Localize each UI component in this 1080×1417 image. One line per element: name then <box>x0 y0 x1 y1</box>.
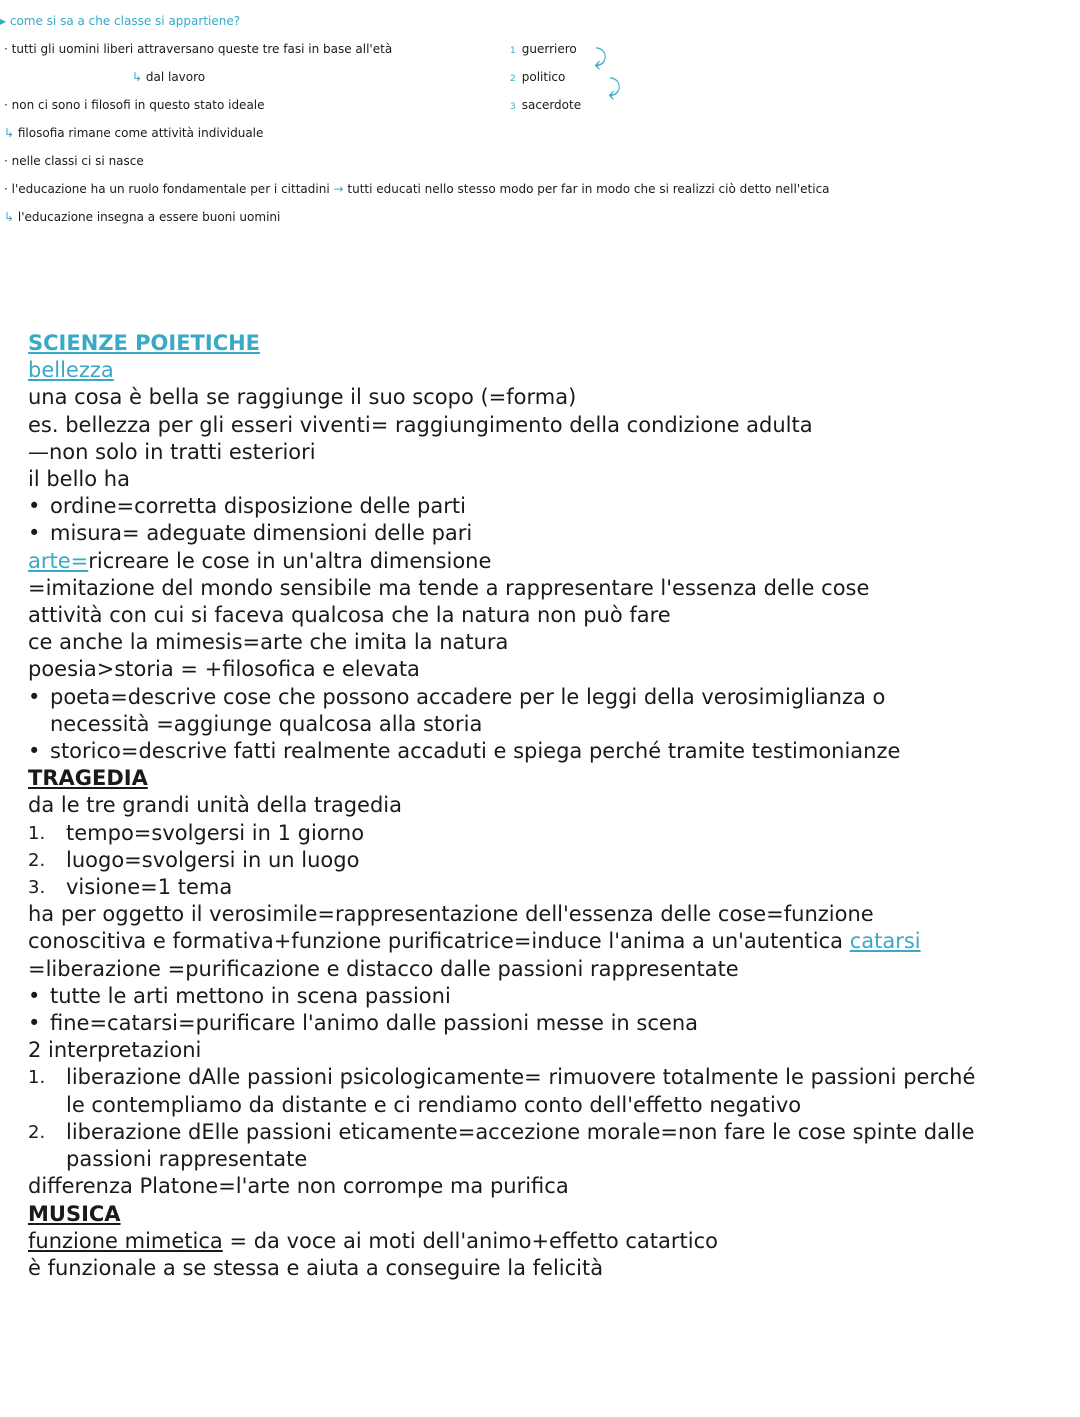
item-text: liberazione dAlle passioni psicologicamente= rimuovere totalmente le passioni perché <box>66 1065 976 1090</box>
text-line: conoscitiva e formativa+funzione purificatrice=induce l'anima a un'autentica <box>28 929 850 954</box>
note-line-6 <box>4 210 280 224</box>
bullet-item: • fine=catarsi=purificare l'animo dalle passioni messe in scena <box>28 1010 1058 1037</box>
return-arrow-icon: ↳ <box>132 70 146 84</box>
bullet-item: • misura= adeguate dimensioni delle pari <box>28 520 1058 547</box>
notes-body <box>28 330 1058 1282</box>
question-text: come si sa a che classe si appartiene? <box>9 14 241 28</box>
catarsi-link[interactable]: catarsi <box>849 929 921 954</box>
arte-label: arte= <box>28 548 89 573</box>
text-line: attività con cui si faceva qualcosa che la natura non può fare <box>28 603 671 628</box>
stage-item <box>510 98 581 112</box>
item-text: tempo=svolgersi in 1 giorno <box>66 820 365 845</box>
text-line: es. bellezza per gli esseri viventi= raggiungimento della condizione adulta <box>28 412 813 437</box>
item-text: luogo=svolgersi in un luogo <box>66 847 360 872</box>
text-line: differenza Platone=l'arte non corrompe ma purifica <box>28 1174 569 1199</box>
stage-item <box>510 42 577 56</box>
text-line: una cosa è bella se raggiunge il suo scopo (=forma) <box>28 385 577 410</box>
item-number: 1. <box>28 1067 46 1089</box>
note-line-3 <box>4 126 263 140</box>
section-heading-poietiche: SCIENZE POIETICHE <box>28 331 261 355</box>
note-text: tutti gli uomini liberi attraversano queste tre fasi in base all'età <box>11 42 393 56</box>
text-line: ce anche la mimesis=arte che imita la natura <box>28 630 509 655</box>
note-text: l'educazione insegna a essere buoni uomini <box>17 210 281 224</box>
note-text: tutti educati nello stesso modo per far in modo che si realizzi ciò detto nell'etica <box>347 182 830 196</box>
curved-arrow-icon: ⤸ <box>594 46 608 71</box>
text-line: =liberazione =purificazione e distacco dalle passioni rappresentate <box>28 956 739 981</box>
note-text: l'educazione ha un ruolo fondamentale per i cittadini <box>11 182 330 196</box>
numbered-item <box>28 1119 1058 1146</box>
funzione-mimetica-label: funzione mimetica <box>28 1228 223 1253</box>
bullet-item: • poeta=descrive cose che possono accadere per le leggi della verosimiglianza o <box>28 684 1058 711</box>
question-line <box>0 14 240 28</box>
stage-number: 3 <box>510 102 516 112</box>
note-text: dal lavoro <box>145 70 206 84</box>
stage-number: 2 <box>510 74 516 84</box>
stage-label: politico <box>521 70 566 84</box>
return-arrow-icon: ↳ <box>4 210 18 224</box>
subheading-bellezza: bellezza <box>28 358 114 383</box>
text-line: ha per oggetto il verosimile=rappresentazione dell'essenza delle cose=funzione <box>28 902 874 927</box>
bullet-item: • storico=descrive fatti realmente accaduti e spiega perché tramite testimonianze <box>28 738 1058 765</box>
section-heading-musica: MUSICA <box>28 1201 121 1226</box>
note-text: non ci sono i filosofi in questo stato ideale <box>11 98 265 112</box>
stage-label: sacerdote <box>521 98 582 112</box>
item-number: 1. <box>28 822 46 844</box>
text-line: il bello ha <box>28 467 130 492</box>
text-line: 2 interpretazioni <box>28 1038 202 1063</box>
numbered-item <box>28 847 1058 874</box>
note-text: nelle classi ci si nasce <box>11 154 144 168</box>
note-line-4: · nelle classi ci si nasce <box>4 154 144 168</box>
section-heading-tragedia: TRAGEDIA <box>28 766 148 791</box>
numbered-item <box>28 820 1058 847</box>
bullet-item: • tutte le arti mettono in scena passioni <box>28 983 1058 1010</box>
note-text: filosofia rimane come attività individuale <box>17 126 264 140</box>
item-text: visione=1 tema <box>66 875 233 900</box>
text-line: —non solo in tratti esteriori <box>28 439 316 464</box>
numbered-item <box>28 1064 1058 1091</box>
stage-item <box>510 70 565 84</box>
item-continuation: passioni rappresentate <box>66 1147 308 1172</box>
text-line: = da voce ai moti dell'animo+effetto catartico <box>222 1228 718 1253</box>
text-line: =imitazione del mondo sensibile ma tende a rappresentare l'essenza delle cose <box>28 575 870 600</box>
play-arrow-icon: ▸ <box>0 14 10 28</box>
return-arrow-icon: ↳ <box>4 126 18 140</box>
curved-arrow-icon: ⤸ <box>608 76 622 101</box>
numbered-item <box>28 874 1058 901</box>
text-line: ricreare le cose in un'altra dimensione <box>88 548 492 573</box>
note-line-1: · tutti gli uomini liberi attraversano queste tre fasi in base all'età <box>4 42 393 56</box>
stage-number: 1 <box>510 46 516 56</box>
handwritten-notes-top <box>0 0 1080 250</box>
stage-label: guerriero <box>521 42 577 56</box>
item-number: 3. <box>28 877 46 899</box>
note-line-5: · l'educazione ha un ruolo fondamentale per i cittadini → tutti educati nello stesso modo per far in modo che si realizzi ciò detto nell'etica <box>4 182 830 196</box>
right-arrow-icon: → <box>333 182 344 196</box>
item-continuation: le contempliamo da distante e ci rendiamo conto dell'effetto negativo <box>66 1092 802 1117</box>
item-number: 2. <box>28 849 46 871</box>
note-line-1-sub <box>132 70 205 84</box>
text-line: da le tre grandi unità della tragedia <box>28 793 403 818</box>
text-line: poesia>storia = +filosofica e elevata <box>28 657 420 682</box>
bullet-item: • ordine=corretta disposizione delle parti <box>28 493 1058 520</box>
item-text: liberazione dElle passioni eticamente=accezione morale=non fare le cose spinte dalle <box>66 1119 975 1144</box>
note-line-2: · non ci sono i filosofi in questo stato ideale <box>4 98 265 112</box>
bullet-continuation: necessità =aggiunge qualcosa alla storia <box>50 711 483 736</box>
text-line: è funzionale a se stessa e aiuta a conseguire la felicità <box>28 1255 604 1280</box>
item-number: 2. <box>28 1121 46 1143</box>
